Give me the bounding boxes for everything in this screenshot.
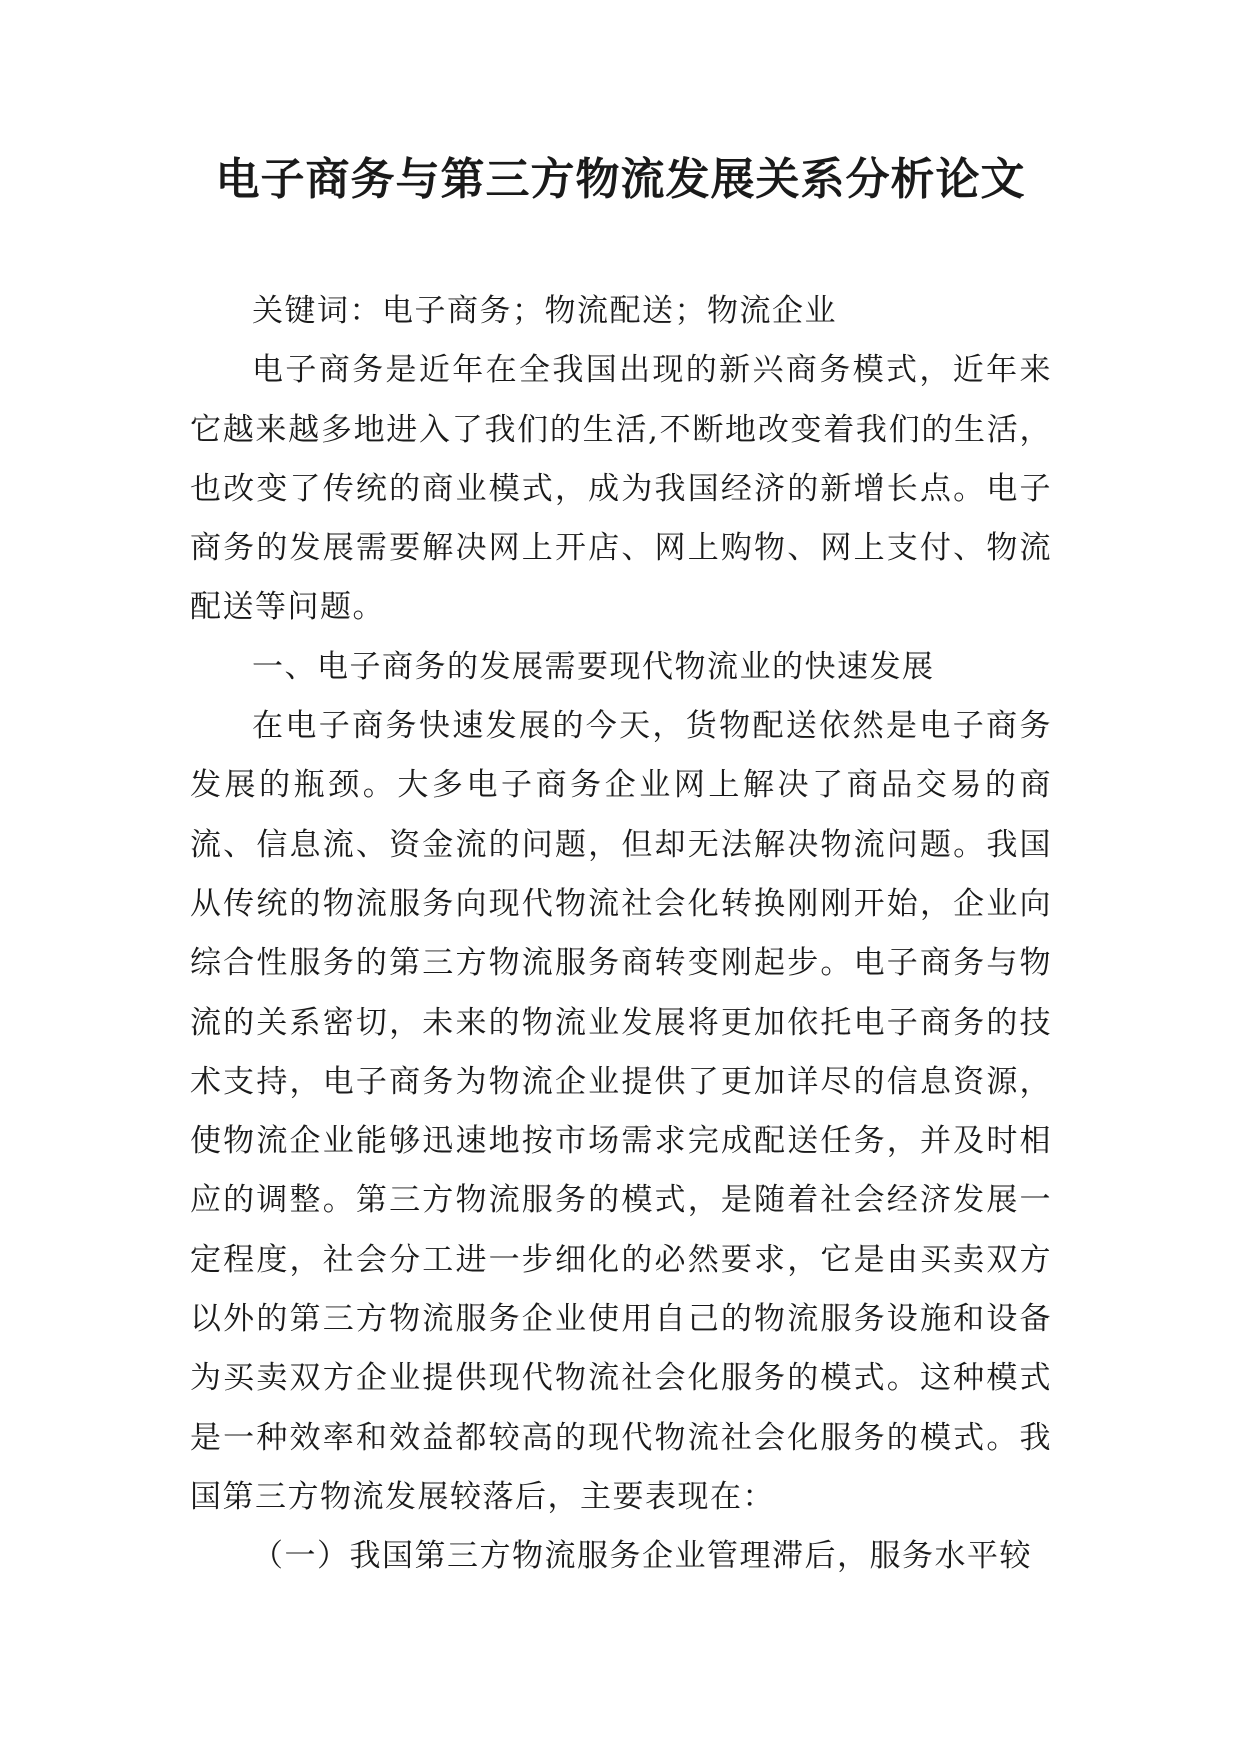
section-heading-1: 一、电子商务的发展需要现代物流业的快速发展 xyxy=(252,648,935,685)
document-body xyxy=(190,282,1052,1587)
body-paragraph: 在电子商务快速发展的今天，货物配送依然是电子商务发展的瓶颈。大多电子商务企业网上解决了商品交易的商流、信息流、资金流的问题，但却无法解决物流问题。我国从传统的物流服务向现代物流社会化转换刚刚开始，企业向综合性服务的第三方物流服务商转变刚起步。电子商务与物流的关系密切，未来的物流业发展将更加依托电子商务的技术支持，电子商务为物流企业提供了更加详尽的信息资源，使物流企业能够迅速地按市场需求完成配送任务，并及时相应的调整。第三方物流服务的模式，是随着社会经济发展一定程度，社会分工进一步细化的必然要求，它是由买卖双方以外的第三方物流服务企业使用自己的物流服务设施和设备为买卖双方企业提供现代物流社会化服务的模式。这种模式是一种效率和效益都较高的现代物流社会化服务的模式。我国第三方物流发展较落后，主要表现在： xyxy=(190,708,1052,1515)
subsection-heading-1: （一）我国第三方物流服务企业管理滞后，服务水平较 xyxy=(252,1538,1032,1575)
document-title: 电子商务与第三方物流发展关系分析论文 xyxy=(215,154,1026,205)
intro-paragraph: 电子商务是近年在全我国出现的新兴商务模式，近年来它越来越多地进入了我们的生活,不断地改变着我们的生活，也改变了传统的商业模式，成为我国经济的新增长点。电子商务的发展需要解决网上开店、网上购物、网上支付、物流配送等问题。 xyxy=(190,352,1052,626)
keywords-paragraph: 关键词：电子商务；物流配送；物流企业 xyxy=(252,293,837,329)
